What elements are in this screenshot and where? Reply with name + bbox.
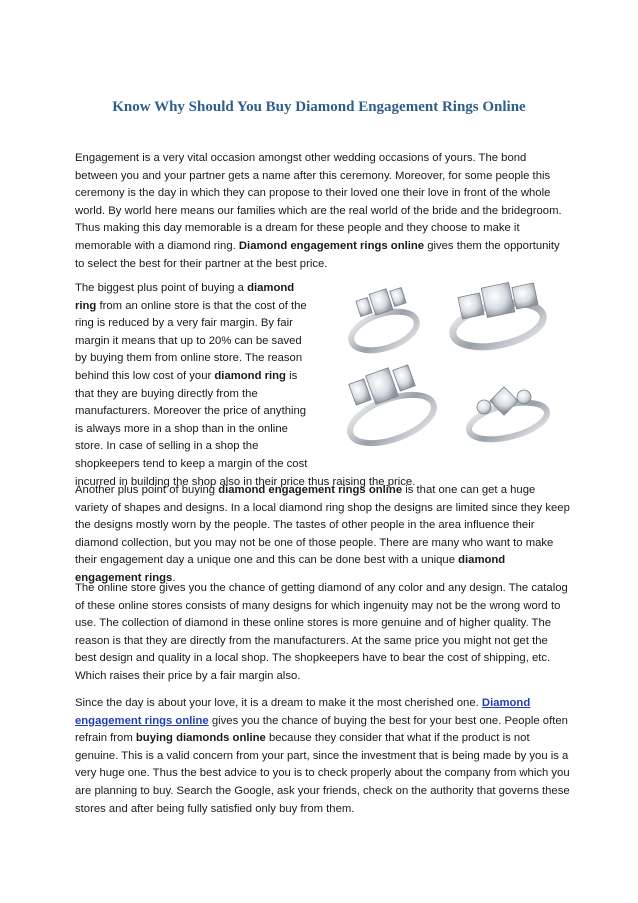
- paragraph-cost: The biggest plus point of buying a diamond ring from an online store is that the cost of the ring is reduced by a very fair margin. By fair margin it means that up to 20% can be saved by buying them from online store. The reason behind this low cost of your diamond ring is that they are buying directly from the manufacturers. Moreover the price of anything is always more in a shop than in the online store. In case of selling in a shop the shopkeepers tend to keep a margin of the cost incurred in building the shop also in their price thus raising the price.: [75, 282, 416, 488]
- bold-keyword: Diamond engagement rings online: [238, 239, 425, 252]
- bold-keyword: diamond engagement rings: [75, 554, 506, 584]
- bold-keyword: buying diamonds online: [135, 732, 266, 745]
- wrapped-text: The biggest plus point of buying a diamond ring from an online store is that the cost of the ring is reduced by a very fair margin. By fair margin it means that up to 20% can be saved by buying them from online store. The reason behind this low cost of your diamond ring is that they are buying directly from the manufacturers. Moreover the price of anything is always more in a shop than in the online store. In case of selling in a shop the shopkeepers tend to keep a margin of the cost: [75, 282, 308, 470]
- ring-image: [344, 365, 440, 453]
- ring-image: [346, 288, 421, 358]
- page-title: Know Why Should You Buy Diamond Engagement Rings Online: [112, 99, 526, 115]
- bold-keyword: diamond ring: [75, 282, 295, 312]
- paragraph-advice: Since the day is about your love, it is a dream to make it the most cherished one. Diamond engagement rings online gives you the chance of buying the best for your best one. People often refrain from buying diamonds online because they consider that what if the product is not genuine. This is a valid concern from your part, since the investment that is being made by you is a very huge one. Thus the best advice to you is to check properly about the company from which you are planning to buy. Search the Google, ask your friends, check on the authority that governs these stores and after being fully satisfied only buy from them.: [75, 697, 570, 815]
- rings-image: [336, 281, 562, 458]
- bold-keyword: diamond ring: [214, 369, 286, 382]
- bold-keyword: diamond engagement rings online: [218, 484, 403, 496]
- paragraph-quality: The online store gives you the chance of getting diamond of any color and any design. The catalog of these online stores consists of many designs for which ingenuity may not be the wrong word to use. The collection of diamond in these online stores is more genuine and of higher quality. The reason is that they are directly from the manufacturers. At the same price you might not get the best design and quality in a local shop. The shopkeepers have to bear the cost of shipping, etc. Which raises their price by a fair margin also.: [75, 582, 568, 682]
- paragraph-intro: Engagement is a very vital occasion amongst other wedding occasions of yours. The bond between you and your partner gets a name after this ceremony. Moreover, for some people this ceremony is the day in which they can propose to their loved one their love in front of the whole world. By world here means our families which are the real world of the bride and the bridegroom. Thus making this day memorable is a dream for these people and they choose to make it memorable with a diamond ring. Diamond engagement rings online gives them the opportunity to select the best for their partner at the best price.: [75, 152, 562, 270]
- ring-image: [465, 387, 550, 446]
- diamond-rings-link[interactable]: Diamond engagement rings online: [75, 697, 531, 727]
- ring-image: [449, 282, 547, 354]
- paragraph-variety: Another plus point of buying diamond engagement rings online is that one can get a huge variety of shapes and designs. In a local diamond ring shop the designs are limited since they keep the designs mostly worn by the people. The tastes of other people in the area influence their diamond collection, but you may not be one of those people. There are many who want to make their engagement day a unique one and this can be done best with a unique diamond engagement rings.: [75, 484, 570, 584]
